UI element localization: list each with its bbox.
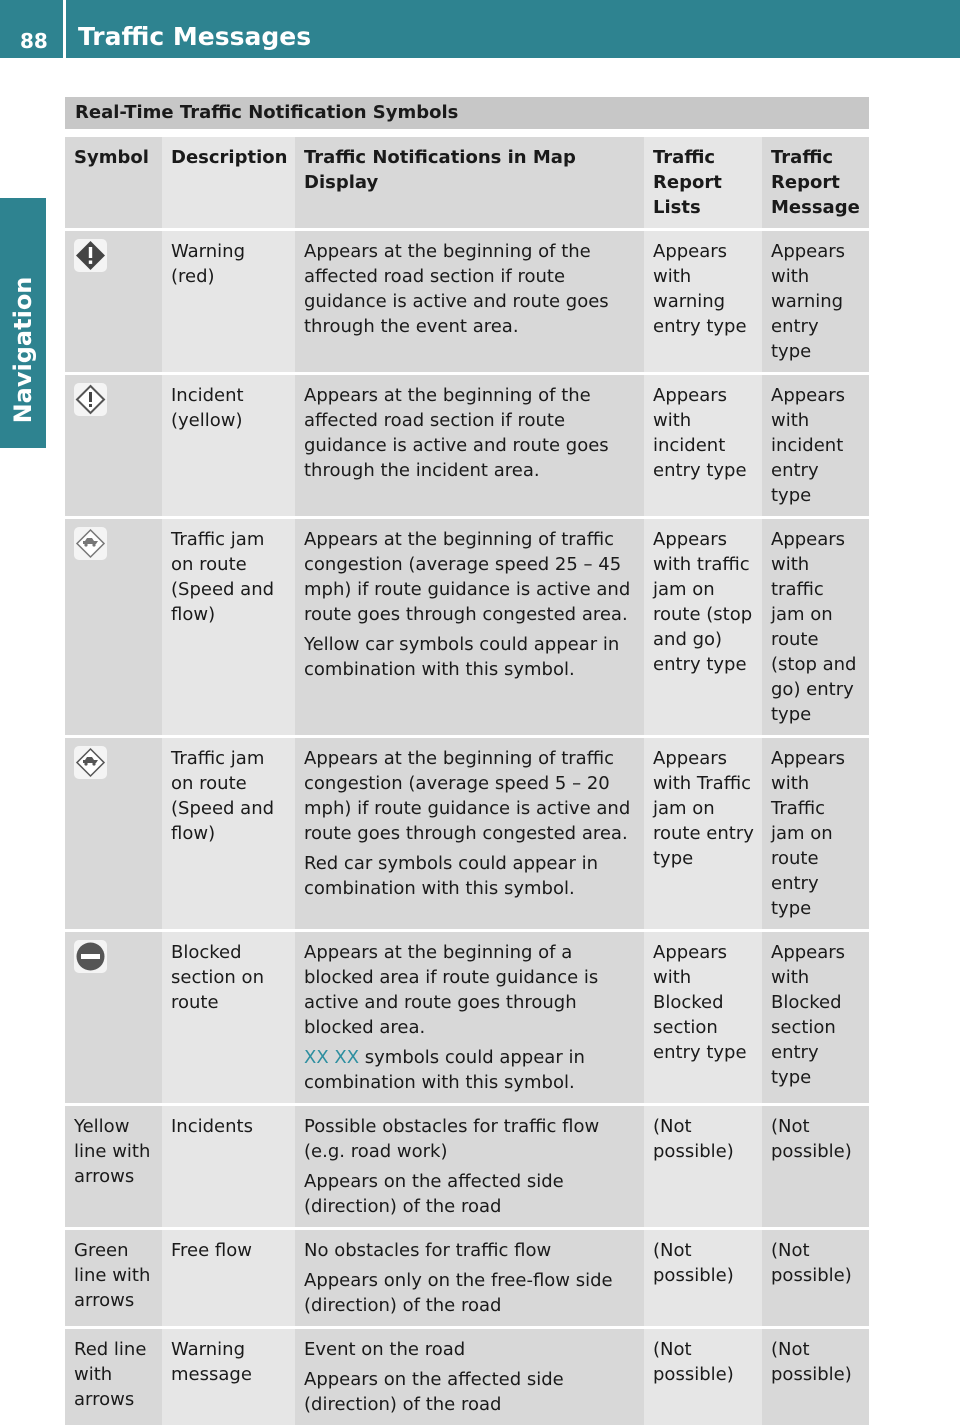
description-cell: Incidents: [162, 1105, 295, 1229]
table-row: [65, 1328, 869, 1425]
report-message-cell: (Not possible): [762, 1105, 869, 1229]
report-lists-cell: Appears with warning entry type: [644, 230, 762, 374]
report-lists-cell: Appears with incident entry type: [644, 374, 762, 518]
map-display-cell: Appears at the beginning of a blocked area if route guidance is active and route goes through blocked area. XX XX symbols could appear in combination with this symbol.: [295, 931, 644, 1105]
description-cell: Blocked section on route: [162, 931, 295, 1105]
map-display-cell: Possible obstacles for traffic flow (e.g. road work) Appears on the affected side (direction) of the road: [295, 1105, 644, 1229]
symbol-cell: [65, 931, 162, 1105]
column-header: Description: [162, 137, 295, 230]
report-message-cell: Appears with Blocked section entry type: [762, 931, 869, 1105]
report-lists-cell: Appears with Traffic jam on route entry type: [644, 737, 762, 931]
map-display-cell: Appears at the beginning of traffic congestion (average speed 25 – 45 mph) if route guidance is active and route goes through congested area. Yellow car symbols could appear in combination with this symbol.: [295, 518, 644, 737]
report-message-cell: Appears with warning entry type: [762, 230, 869, 374]
description-cell: Incident (yellow): [162, 374, 295, 518]
column-header: Traffic Notifications in Map Display: [295, 137, 644, 230]
description-cell: Warning (red): [162, 230, 295, 374]
side-tab-label: Navigation: [9, 277, 37, 424]
symbols-table-section: [65, 97, 869, 1425]
report-message-cell: Appears with Traffic jam on route entry type: [762, 737, 869, 931]
report-lists-cell: Appears with Blocked section entry type: [644, 931, 762, 1105]
side-tab-label-box: [0, 255, 46, 445]
map-display-cell: Appears at the beginning of traffic congestion (average speed 5 – 20 mph) if route guidance is active and route goes through congested area. Red car symbols could appear in combination with this symbol.: [295, 737, 644, 931]
description-cell: Traffic jam on route (Speed and flow): [162, 518, 295, 737]
table-row: [65, 931, 869, 1105]
accent-text: XX XX: [304, 1047, 359, 1068]
column-header: Symbol: [65, 137, 162, 230]
symbol-cell: Yellow line with arrows: [65, 1105, 162, 1229]
column-header: Traffic Report Message: [762, 137, 869, 230]
report-lists-cell: (Not possible): [644, 1105, 762, 1229]
description-cell: Free flow: [162, 1229, 295, 1328]
report-message-cell: Appears with traffic jam on route (stop and go) entry type: [762, 518, 869, 737]
warning-icon: [74, 239, 107, 272]
map-display-cell: Appears at the beginning of the affected road section if route guidance is active and route goes through the event area.: [295, 230, 644, 374]
report-message-cell: Appears with incident entry type: [762, 374, 869, 518]
report-lists-cell: (Not possible): [644, 1328, 762, 1425]
table-row: [65, 737, 869, 931]
symbol-cell: Red line with arrows: [65, 1328, 162, 1425]
symbol-cell: [65, 230, 162, 374]
header-divider: [63, 0, 66, 58]
traffic-jam-slow-icon: [74, 527, 107, 560]
table-row: [65, 374, 869, 518]
map-display-cell: Appears at the beginning of the affected road section if route guidance is active and route goes through the incident area.: [295, 374, 644, 518]
report-lists-cell: Appears with traffic jam on route (stop and go) entry type: [644, 518, 762, 737]
incident-icon: [74, 383, 107, 416]
table-title: Real-Time Traffic Notification Symbols: [65, 97, 869, 129]
map-display-cell: No obstacles for traffic flow Appears only on the free-flow side (direction) of the road: [295, 1229, 644, 1328]
symbols-table: [65, 137, 869, 1425]
description-cell: Warning message: [162, 1328, 295, 1425]
column-header: Traffic Report Lists: [644, 137, 762, 230]
report-message-cell: (Not possible): [762, 1328, 869, 1425]
blocked-icon: [74, 940, 107, 973]
symbol-cell: [65, 374, 162, 518]
table-row: [65, 1229, 869, 1328]
report-message-cell: (Not possible): [762, 1229, 869, 1328]
report-lists-cell: (Not possible): [644, 1229, 762, 1328]
table-row: [65, 518, 869, 737]
page-title: Traffic Messages: [78, 22, 311, 51]
symbol-cell: [65, 737, 162, 931]
description-cell: Traffic jam on route (Speed and flow): [162, 737, 295, 931]
symbol-cell: [65, 518, 162, 737]
page-number: 88: [0, 0, 62, 58]
table-header-row: [65, 137, 869, 230]
symbol-cell: Green line with arrows: [65, 1229, 162, 1328]
traffic-jam-icon: [74, 746, 107, 779]
table-row: [65, 230, 869, 374]
map-display-cell: Event on the road Appears on the affected side (direction) of the road: [295, 1328, 644, 1425]
table-row: [65, 1105, 869, 1229]
